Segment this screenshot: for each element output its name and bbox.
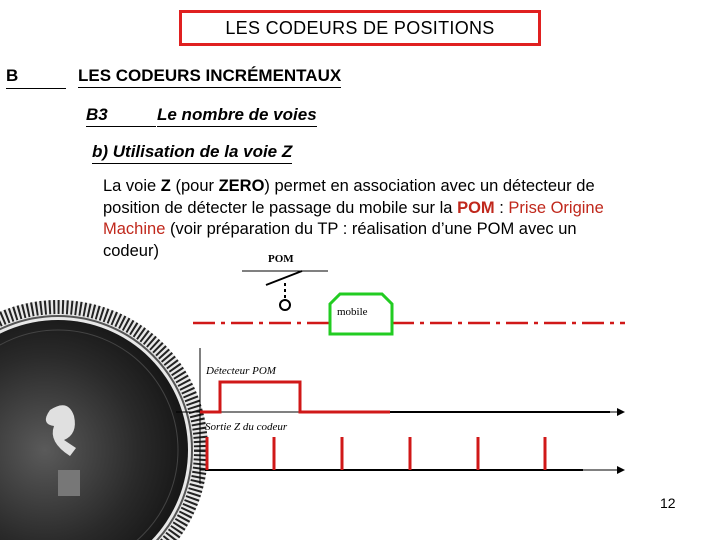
- slide-title: LES CODEURS DE POSITIONS: [225, 17, 495, 38]
- encoder-disk-image: [0, 290, 208, 540]
- body-text-4: :: [494, 198, 509, 217]
- detector-pom-signal: [200, 382, 390, 412]
- body-text-3: ) permet en association avec un détecteur de position de détecter le passage du mobile sur la: [103, 177, 595, 217]
- paragraph-heading: b) Utilisation de la voie Z: [92, 142, 292, 164]
- body-text-2: (pour: [170, 177, 219, 195]
- body-text-5: (voir préparation du TP : réalisation d’une POM avec un codeur): [103, 220, 577, 260]
- z-output-pulses: [205, 437, 583, 470]
- subsection-number: B3: [86, 105, 108, 124]
- body-text-1: La voie: [103, 177, 161, 195]
- body-z: Z: [160, 177, 171, 195]
- mobile-label: mobile: [337, 306, 368, 318]
- section-title: LES CODEURS INCRÉMENTAUX: [78, 66, 341, 88]
- page-number: 12: [660, 495, 676, 511]
- detector-pom-label: Détecteur POM: [206, 365, 276, 377]
- subsection-title: Le nombre de voies: [157, 105, 317, 127]
- pom-label: POM: [268, 253, 294, 265]
- body-pom: POM: [457, 198, 495, 217]
- section-letter: B: [6, 66, 19, 85]
- z-output-label: Sortie Z du codeur: [205, 421, 288, 433]
- body-prise-origine-machine: Prise Origine Machine: [103, 198, 604, 238]
- pom-switch-symbol: [242, 271, 328, 310]
- body-zero: ZERO: [218, 177, 265, 195]
